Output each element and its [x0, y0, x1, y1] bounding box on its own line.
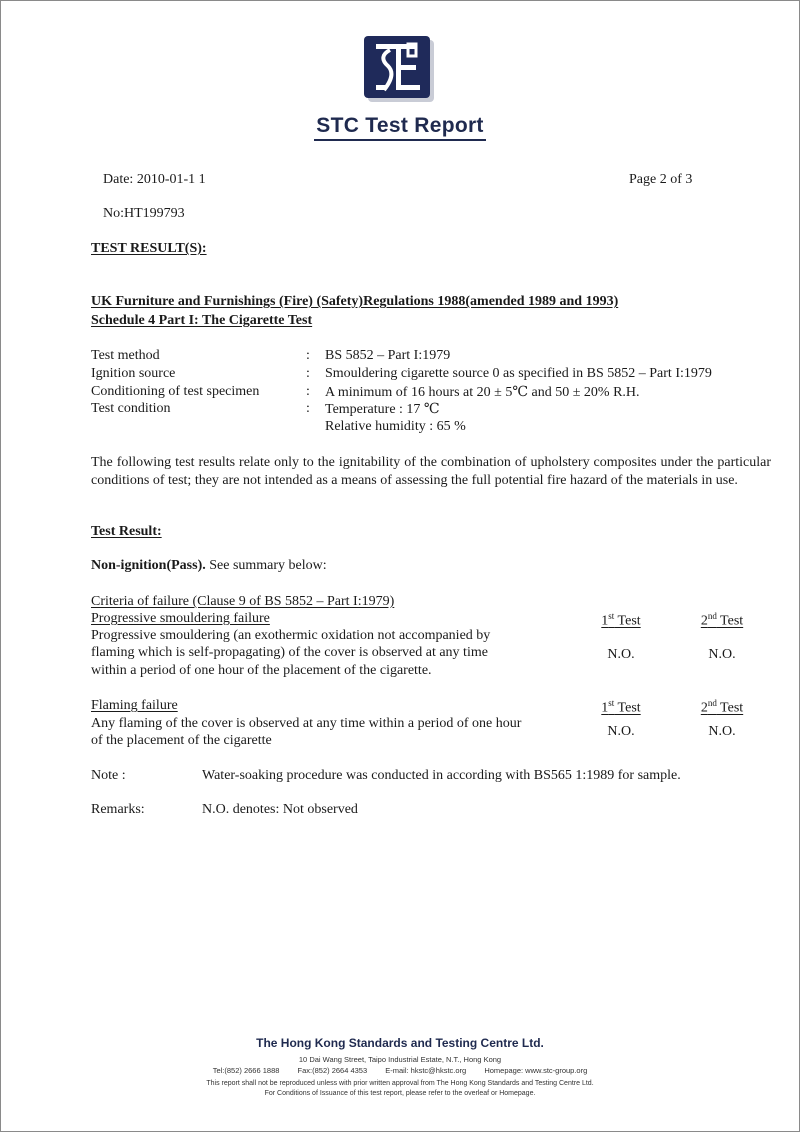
- criterion-title: Flaming failure: [91, 698, 178, 713]
- footer-email[interactable]: E-mail: hkstc@hkstc.org: [385, 1066, 467, 1075]
- footer-address: 10 Dai Wang Street, Taipo Industrial Estate, N.T., Hong Kong: [298, 1055, 502, 1064]
- condition-colon: :: [306, 384, 310, 399]
- report-number: No:HT199793: [103, 206, 185, 221]
- page-number: Page 2 of 3: [629, 172, 693, 187]
- report-date: Date: 2010-01-1 1: [103, 172, 206, 187]
- footer-fax: Fax:(852) 2664 4353: [297, 1066, 368, 1075]
- condition-value: Relative humidity : 65 %: [325, 419, 466, 434]
- result-summary-text: See summary below:: [205, 558, 327, 573]
- regulation-subtitle: Schedule 4 Part I: The Cigarette Test: [91, 313, 313, 328]
- test-2-header: 2nd Test: [700, 698, 744, 716]
- criterion-description-line: within a period of one hour of the placement of the cigarette.: [91, 663, 432, 678]
- footer-homepage[interactable]: Homepage: www.stc-group.org: [484, 1066, 588, 1075]
- test-result-summary: [91, 558, 327, 574]
- stc-logo-icon: [364, 36, 434, 102]
- criterion-description-line: of the placement of the cigarette: [91, 733, 272, 748]
- test-1-header: 1st Test: [601, 698, 641, 716]
- criterion-description-line: Any flaming of the cover is observed at any time within a period of one hour: [91, 716, 522, 731]
- remarks-text: N.O. denotes: Not observed: [202, 802, 358, 817]
- condition-value: BS 5852 – Part I:1979: [325, 348, 451, 363]
- note-label: Note :: [91, 768, 126, 783]
- stc-logo: [364, 36, 434, 102]
- condition-label: Conditioning of test specimen: [91, 384, 260, 399]
- condition-label: Test condition: [91, 401, 171, 416]
- criterion-description-line: Progressive smouldering (an exothermic oxidation not accompanied by: [91, 628, 491, 643]
- note-text: Water-soaking procedure was conducted in according with BS565 1:1989 for sample.: [202, 768, 681, 783]
- intro-paragraph: The following test results relate only to the ignitability of the combination of upholstery composites under the particular conditions of test; they are not intended as a means of assessing the full potential fire hazard of the materials in use.: [91, 455, 771, 488]
- section-title: TEST RESULT(S):: [91, 241, 207, 256]
- footer-contact: [0, 1066, 800, 1075]
- test-result-heading: Test Result:: [91, 524, 162, 539]
- test-1-result: N.O.: [607, 724, 635, 739]
- footer-company: The Hong Kong Standards and Testing Centre Ltd.: [256, 1036, 544, 1050]
- test-2-header: 2nd Test: [700, 611, 744, 629]
- test-1-header: 1st Test: [601, 611, 641, 629]
- condition-label: Test method: [91, 348, 160, 363]
- criteria-heading: Criteria of failure (Clause 9 of BS 5852 – Part I:1979): [91, 594, 395, 609]
- criterion-title: Progressive smouldering failure: [91, 611, 270, 626]
- footer-tel: Tel:(852) 2666 1888: [212, 1066, 280, 1075]
- remarks-label: Remarks:: [91, 802, 145, 817]
- report-title: STC Test Report: [0, 114, 800, 138]
- criterion-description-line: flaming which is self-propagating) of the cover is observed at any time: [91, 645, 488, 660]
- test-2-result: N.O.: [708, 647, 736, 662]
- condition-colon: :: [306, 401, 310, 416]
- footer-disclaimer: This report shall not be reproduced unless with prior written approval from The Hong Kong Standards and Testing Centre Ltd.: [206, 1080, 594, 1087]
- test-2-result: N.O.: [708, 724, 736, 739]
- condition-value: A minimum of 16 hours at 20 ± 5℃ and 50 ± 20% R.H.: [325, 385, 640, 400]
- condition-value: Smouldering cigarette source 0 as specified in BS 5852 – Part I:1979: [325, 366, 712, 381]
- footer-disclaimer: For Conditions of Issuance of this test report, please refer to the overleaf or Homepage.: [264, 1090, 536, 1097]
- regulation-title: UK Furniture and Furnishings (Fire) (Safety)Regulations 1988(amended 1989 and 1993): [91, 294, 619, 309]
- condition-colon: :: [306, 348, 310, 363]
- test-1-result: N.O.: [607, 647, 635, 662]
- result-pass: Non-ignition(Pass).: [91, 558, 206, 573]
- condition-colon: :: [306, 366, 310, 381]
- condition-label: Ignition source: [91, 366, 176, 381]
- condition-value: Temperature : 17 ℃: [325, 402, 440, 417]
